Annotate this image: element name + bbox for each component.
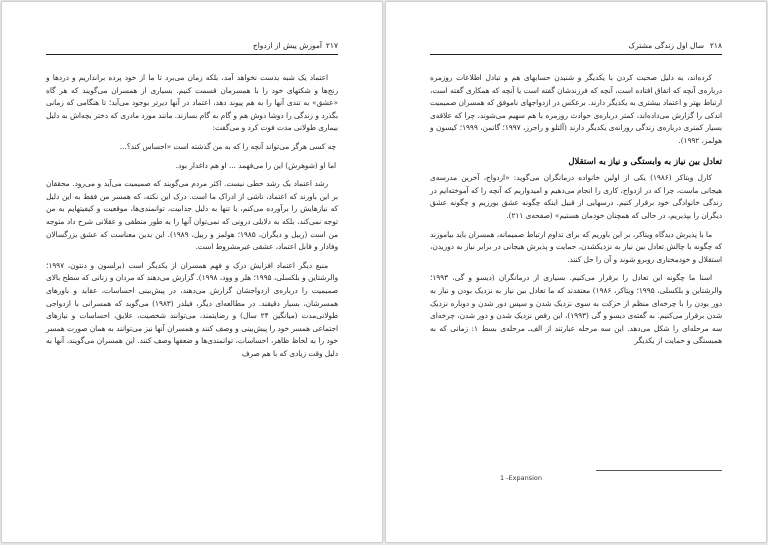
paragraph: ما با پذیرش دیدگاه ویتاکر، بر این باوریم که برای تداوم ارتباط صمیمانه، همسران باید بیاموزند که چگونه با چالش تعادل بین نیاز به نزدیکشدن، حمایت و پذیرش هیجانی در برابر نیاز به دوریدن، استقلال و خودمختاری روبرو شوند و آن را حل کنند. xyxy=(430,229,722,264)
right-page-body xyxy=(430,72,722,354)
right-page xyxy=(386,2,766,542)
paragraph: اعتماد یک شبه بدست نخواهد آمد، بلکه زمان می‌برد تا ما از خود پرده برانداریم و دردها و رنج‌ها و شکتهای خود را با همسرمان قسمت کنیم. بسیاری از همسران می‌گویند که هر گاه «عشق» به تندی آنها را به هم پیوند دهد، اعتماد در آنها دیرتر بوجود می‌آید؛ تا هنگامی که زمانی بگذرد و زندگی را دوشا دوش هم و گام به گام بسازند. مانند مورد مادری که دختر بچه‌اش به دلیل بیماری طولانی مدت فوت کرد و می‌گفت: xyxy=(46,73,338,133)
right-page-header xyxy=(430,40,722,55)
paragraph: کرده‌اند، به دلیل صحبت کردن با یکدیگر و شنیدن حسابهای هم و تبادل اطلاعات روزمره درباره‌ی آنچه که اتفاق افتاده است، آنچه که فرزندشان گفته است یا آنچه که همکاری گفته است، ارتباط بهتر و اعتماد بیشتری به یکدیگر دارند. برعکس در ازدواجهای ناموفق که همسران صمیمیت اندکی را گزارش می‌داده‌اند، کمتر درباره‌ی حوادث روزمره با هم سهیم می‌شوند، چرا که علاقه‌ی بسیار کمتری درباره‌ی زندگی روزانه‌ی یکدیگر دارند (آلتلو و راجرز، ۱۹۹۷؛ گاتمن، ۱۹۹۹؛ کیسون و هولمز، ۱۹۹۲). xyxy=(430,73,722,145)
quote-line: چه کسی هرگز می‌تواند آنچه را که به من گذشته است «احساس کند؟... xyxy=(119,141,336,151)
section-heading: تعادل بین نیاز به وابستگی و نیاز به استقلال xyxy=(568,156,722,167)
left-page xyxy=(2,2,382,542)
right-page-number: ۲۱۸ xyxy=(709,41,722,50)
paragraph: رشد اعتماد یک رشد خطی نیست. اکثر مردم می‌گویند که صمیمیت می‌آید و می‌رود. محققان بر این باورند که اعتماد، ناشی از ادراک ما است. درک این نکته، که همسر من فقط به این دلیل که نیازهایش را برآورده می‌کنم، با تنها به دلیل جذابیت، توانمندی‌ها، موقعیت و کیفیتهایم به من توجه نمی‌کند، بلکه به دلایلی درونی که نمی‌توان آنها را به طور منطقی و عقلانی شرح داد متوجه من است (ربیل و دیگران، ۱۹۸۵؛ هولمز و ربیل، ۱۹۸۹). این بدین معناست که عشق بزرگسالان وفادار و قابل اعتماد، عشقی غیرمشروط است. xyxy=(46,179,338,252)
footnote-divider xyxy=(596,470,722,471)
paragraph: کارل ویتاکر (۱۹۸۶) یکی از اولین خانواده درمانگران می‌گوید: «ازدواج، آخرین مدرسه‌ی هیجانی ماست، چرا که در ازدواج، کاری را انجام می‌دهیم و امیدواریم که آنچه را که آموخته‌ایم در زندگی خانوادگی خود برقرار کنیم. درسهایی از قبیل اینکه چگونه عشق بورزیم و چگونه عشق دیگران را بپذیریم، در حالی که همچنان خودمان هستیم» (صفحه‌ی ۲۱۱). xyxy=(430,173,722,220)
left-page-running-title: آموزش پیش از ازدواج xyxy=(252,41,322,50)
right-page-running-title: سال اول زندگی مشترک xyxy=(628,41,704,50)
paragraph: منبع دیگر اعتماد افزایش درک و فهم همسران از یکدیگر است (برلسون و دنتون، ۱۹۹۷؛ والرشتاین و بلکسلی، ۱۹۹۵؛ هلر و وود، ۱۹۹۸). گزارش می‌دهند که مردان و زنانی که سطح بالای صمیمیت را درباره‌ی ازدواجشان گزارش می‌دهند، در پیش‌بینی احساسات، عقاید و باورهای همسرشان، بسیار دقیقند. در مطالعه‌ای دیگر، فیلدر (۱۹۸۳) می‌گوید که همسرانی با ازدواجی طولانی‌مدت (میانگین ۲۴ سال) و رضایتمند، می‌توانند شخصیت، علایق، احساسات و نیازهای اجتماعی همسر خود را پیش‌بینی و وصف کنند و همسران آنها نیز می‌توانند به همان صورت همسر خود را به لحاظ ظاهر، احساسات، توانمندی‌ها و ضعفها وصف کنند. این همسران می‌گویند، آنها به دلیل وقت زیادی که با هم صرف xyxy=(46,260,338,358)
quote-line: اما او (شوهرش) این را می‌فهمد ... او هم داغدار بود. xyxy=(175,160,336,170)
footnote: 1 -Expansion xyxy=(500,474,543,482)
left-page-body xyxy=(46,72,338,366)
paragraph: اسنا ما چگونه این تعادل را برقرار می‌کنیم. بسیاری از درمانگران (دیسو و گی، ۱۹۹۳؛ والرشتاین و بلکسلی، ۱۹۹۵؛ ویتاکر، ۱۹۸۶) معتقدند که ما تعادل بین نیاز به نزدیک بودن و نیاز به دور بودن را با چرخه‌ای منظم از حرکت به سوی نزدیک شدن و سپس دور شدن و دوباره نزدیک شدن برقرار می‌کنیم. به گفته‌ی دیسو و گی (۱۹۹۳)، این رقص نزدیک شدن و دور شدن، چرخه‌ای سه مرحله‌ای را شکل می‌دهد. این سه مرحله عبارتند از الف‌ـ مرحله‌ی بسط ۱: زمانی که به همبستگی و حمایت از یکدیگر xyxy=(430,273,723,346)
left-page-number: ۲۱۷ xyxy=(325,41,338,50)
left-page-header xyxy=(46,40,338,55)
